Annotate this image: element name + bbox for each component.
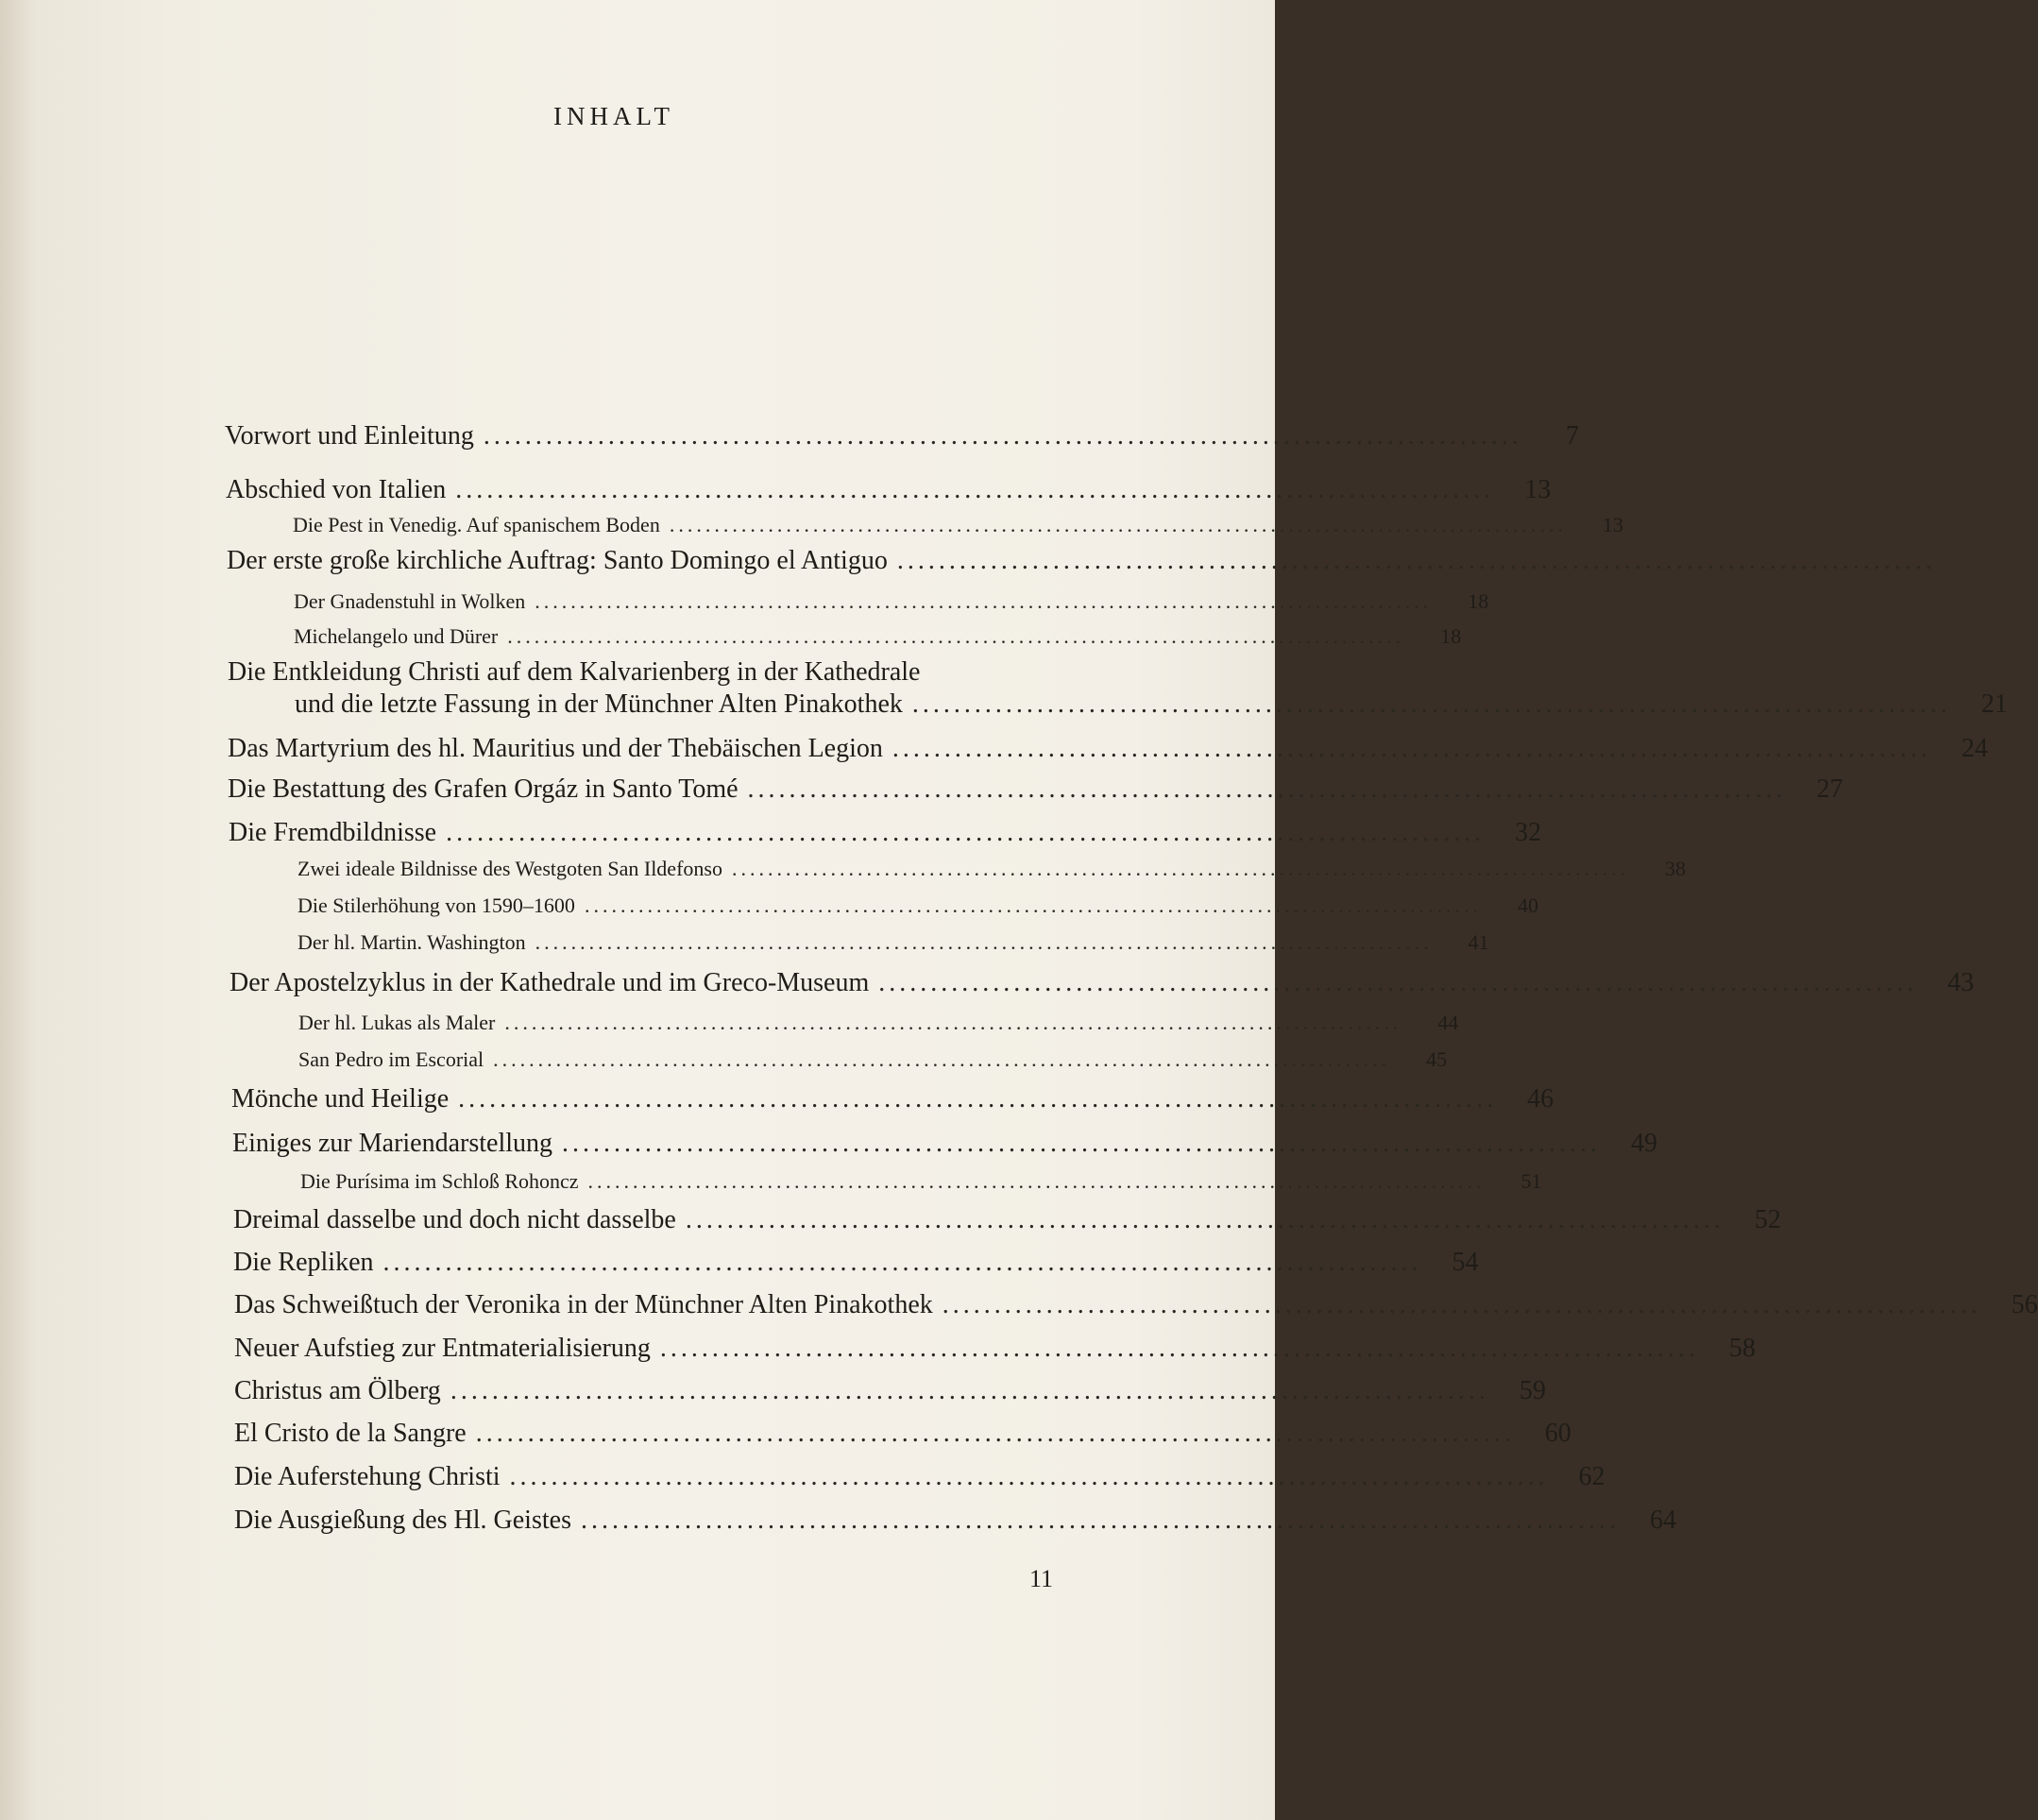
leader-dots: .................................................................................................... <box>580 1505 1620 1535</box>
toc-page-number: 18 <box>1440 624 1462 648</box>
toc-entry-title: Die Entkleidung Christi auf dem Kalvarienberg in der Kathedrale <box>228 657 921 687</box>
toc-subentry <box>298 1047 1448 1072</box>
toc-page-number: 46 <box>1527 1084 1554 1114</box>
leader-dots: .................................................................................................... <box>896 546 1936 575</box>
leader-dots: .................................................................................................... <box>509 1462 1549 1491</box>
toc-page-number: 49 <box>1631 1129 1658 1158</box>
toc-page-number: 40 <box>1517 893 1538 917</box>
toc-entry-title: Die Repliken <box>233 1248 374 1277</box>
toc-entry <box>225 421 1579 451</box>
toc-page-number: 7 <box>1565 421 1579 451</box>
leader-dots: .................................................................................................... <box>892 734 1931 763</box>
toc-entry-title: Die Bestattung des Grafen Orgáz in Santo Tomé <box>228 774 739 804</box>
toc-entry-title: Einiges zur Mariendarstellung <box>232 1129 553 1158</box>
toc-entry-title: und die letzte Fassung in der Münchner Alten Pinakothek <box>295 689 903 719</box>
toc-entry-title: Das Schweißtuch der Veronika in der Münchner Alten Pinakothek <box>234 1290 933 1319</box>
toc-entry-title: Die Stilerhöhung von 1590–1600 <box>297 893 575 917</box>
toc-page-number: 60 <box>1544 1419 1571 1448</box>
toc-entry <box>234 1290 2038 1320</box>
toc-entry-title: Dreimal dasselbe und doch nicht dasselbe <box>233 1205 676 1234</box>
toc-entry <box>231 1084 1554 1114</box>
toc-page-number: 56 <box>2011 1290 2038 1319</box>
leader-dots: .................................................................................................... <box>507 624 1405 648</box>
leader-dots: .................................................................................................... <box>584 893 1482 917</box>
toc-page-number: 62 <box>1578 1462 1605 1491</box>
toc-entry-title: Christus am Ölberg <box>234 1376 441 1405</box>
leader-dots: .................................................................................................... <box>562 1129 1602 1158</box>
toc-entry-title: Die Ausgießung des Hl. Geistes <box>234 1505 571 1535</box>
leader-dots: .................................................................................................... <box>535 930 1433 954</box>
toc-entry <box>233 1205 1781 1235</box>
toc-page-number: 43 <box>1947 968 1975 997</box>
toc-page-number: 38 <box>1664 857 1686 880</box>
toc-entry <box>234 1334 1756 1364</box>
toc-entry-title: Vorwort und Einleitung <box>225 421 474 451</box>
toc-page-number: 18 <box>1468 589 1489 613</box>
toc-entry-title: Neuer Aufstieg zur Entmaterialisierung <box>234 1334 651 1363</box>
toc-entry-title: Die Auferstehung Christi <box>234 1462 501 1491</box>
toc-page-number: 45 <box>1426 1047 1448 1071</box>
leader-dots: .................................................................................................... <box>458 1084 1498 1114</box>
toc-entry-title: Mönche und Heilige <box>231 1084 450 1114</box>
toc-entry <box>295 689 2008 720</box>
leader-dots: .................................................................................................... <box>455 475 1495 504</box>
toc-page-number: 52 <box>1754 1205 1781 1234</box>
toc-page-number: 32 <box>1515 818 1542 847</box>
page-title: INHALT <box>553 102 674 130</box>
toc-entry <box>229 818 1542 848</box>
toc-entry <box>228 774 1843 805</box>
toc-subentry <box>294 589 1489 614</box>
toc-entry-title: Die Purísima im Schloß Rohoncz <box>300 1169 579 1193</box>
toc-entry <box>233 1248 1479 1278</box>
toc-entry <box>234 1505 1676 1536</box>
toc-subentry <box>297 893 1538 918</box>
toc-page-number: 13 <box>1602 513 1623 536</box>
leader-dots: .................................................................................................... <box>587 1169 1486 1193</box>
leader-dots: .................................................................................................... <box>659 1334 1699 1363</box>
toc-page-number: 21 <box>1980 689 2008 719</box>
toc-entry-title: Der Apostelzyklus in der Kathedrale und im Greco-Museum <box>229 968 870 997</box>
toc-entry <box>226 475 1552 505</box>
toc-entry <box>227 546 1936 576</box>
toc-page-number: 51 <box>1520 1169 1542 1193</box>
toc-entry <box>234 1419 1571 1449</box>
toc-subentry <box>293 513 1623 537</box>
leader-dots: .................................................................................................... <box>669 513 1567 536</box>
leader-dots: .................................................................................................... <box>450 1376 1489 1405</box>
toc-page-number: 27 <box>1816 774 1843 804</box>
toc-subentry <box>294 624 1462 649</box>
leader-dots: .................................................................................................... <box>446 818 1486 847</box>
leader-dots: .................................................................................................... <box>483 421 1522 451</box>
toc-page-number: 44 <box>1437 1011 1459 1034</box>
toc-entry <box>234 1376 1546 1406</box>
toc-entry <box>234 1462 1605 1492</box>
toc-entry-title: Der Gnadenstuhl in Wolken <box>294 589 526 613</box>
toc-entry <box>229 968 1975 998</box>
toc-page-number: 64 <box>1649 1505 1676 1535</box>
page-number: 11 <box>1029 1565 1054 1592</box>
toc-entry-title: San Pedro im Escorial <box>298 1047 484 1071</box>
leader-dots: .................................................................................................... <box>731 857 1629 880</box>
toc-entry-title: Der hl. Martin. Washington <box>297 930 526 954</box>
leader-dots: .................................................................................................... <box>878 968 1918 997</box>
leader-dots: .................................................................................................... <box>493 1047 1391 1071</box>
toc-entry-title: El Cristo de la Sangre <box>234 1419 467 1448</box>
toc-subentry <box>300 1169 1542 1194</box>
toc-subentry <box>297 857 1686 881</box>
toc-entry-title: Die Pest in Venedig. Auf spanischem Boden <box>293 513 660 536</box>
toc-page-number: 24 <box>1961 734 1988 763</box>
toc-page-number: 41 <box>1468 930 1489 954</box>
toc-entry <box>228 734 1988 764</box>
toc-entry-title: Die Fremdbildnisse <box>229 818 437 847</box>
leader-dots: .................................................................................................... <box>747 774 1787 804</box>
toc-subentry <box>298 1011 1459 1035</box>
leader-dots: .................................................................................................... <box>942 1290 1981 1319</box>
toc-subentry <box>297 930 1489 955</box>
toc-entry-title: Abschied von Italien <box>226 475 447 504</box>
toc-page-number: 59 <box>1519 1376 1546 1405</box>
toc-page-number: 13 <box>1524 475 1552 504</box>
toc-entry-title: Das Martyrium des hl. Mauritius und der Thebäischen Legion <box>228 734 883 763</box>
toc-entry <box>232 1129 1658 1159</box>
toc-entry-title: Zwei ideale Bildnisse des Westgoten San Ildefonso <box>297 857 722 880</box>
leader-dots: .................................................................................................... <box>911 689 1951 719</box>
toc-page-number: 54 <box>1452 1248 1479 1277</box>
toc-entry-title: Der erste große kirchliche Auftrag: Santo Domingo el Antiguo <box>227 546 888 575</box>
leader-dots: .................................................................................................... <box>685 1205 1724 1234</box>
toc-entry-title: Michelangelo und Dürer <box>294 624 499 648</box>
leader-dots: .................................................................................................... <box>382 1248 1422 1277</box>
leader-dots: .................................................................................................... <box>535 589 1433 613</box>
toc-entry-title: Der hl. Lukas als Maler <box>298 1011 496 1034</box>
toc-page-number: 58 <box>1728 1334 1756 1363</box>
leader-dots: .................................................................................................... <box>504 1011 1402 1034</box>
leader-dots: .................................................................................................... <box>475 1419 1515 1448</box>
